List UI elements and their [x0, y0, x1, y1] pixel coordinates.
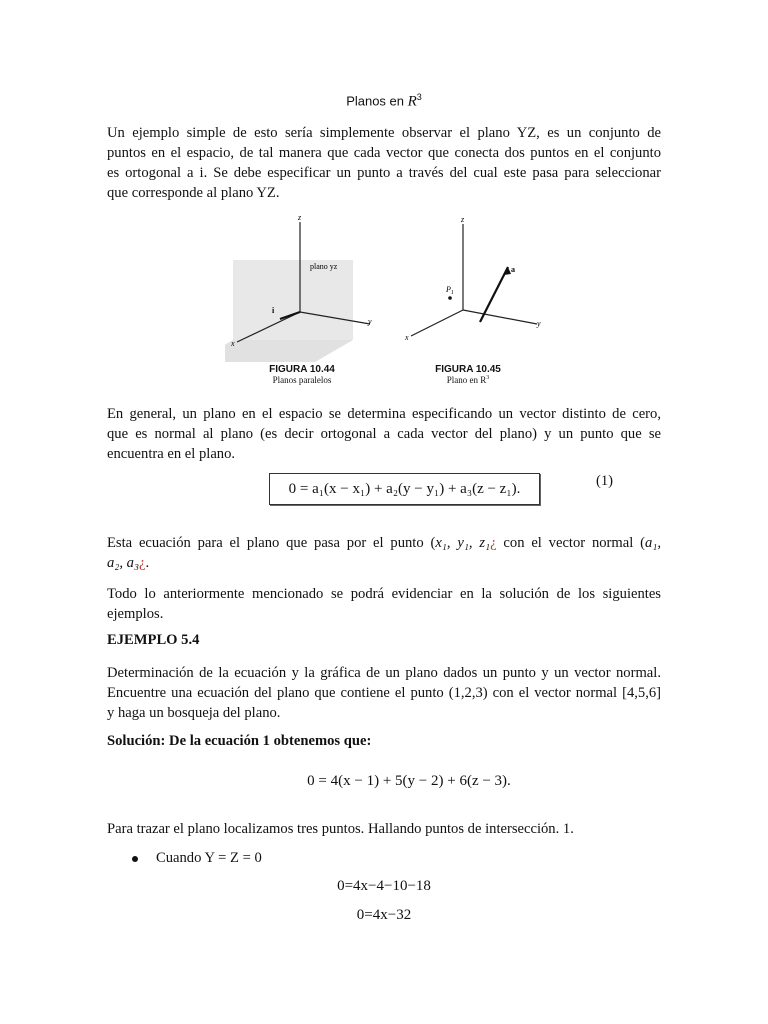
point-label: $P_1$	[446, 285, 454, 296]
right-axis-y-label: y	[537, 319, 541, 328]
equation-description: Esta ecuación para el plano que pasa por el punto (x₁, y₁, z₁¿ con el vector normal (a₁, a₂, a₃¿.	[107, 535, 661, 571]
equation-2: 0 = 4(x − 1) + 5(y − 2) + 6(z − 3).	[307, 773, 511, 789]
figure-10-44-diagram	[225, 213, 372, 362]
right-axis-x-label: x	[405, 333, 409, 342]
equation-1-number: (1)	[596, 473, 614, 489]
general-paragraph: En general, un plano en el espacio se determina especificando un vector distinto de cero, que es normal al plano (es decir ortogonal a cada vector del plano) y un punto que se encuentra en el plano.	[107, 406, 661, 462]
solution-heading: Solución: De la ecuación 1 obtenemos que:	[107, 733, 372, 749]
figure-10-45-caption: FIGURA 10.45 Plano en $R^3$	[435, 364, 501, 385]
left-axis-x-label: x	[231, 339, 235, 348]
bullet-item: Cuando Y = Z = 0	[132, 850, 262, 867]
normal-vector-label: a	[511, 265, 515, 274]
equation-1-box: 0 = a₁(x − x₁) + a₂(y − y₁) + a₃(z − z₁).	[269, 473, 540, 505]
figure-10-45-diagram	[404, 215, 541, 342]
summary-paragraph: Todo lo anteriormente mencionado se podrá evidenciar en la solución de los siguientes ejemplos.	[107, 586, 661, 622]
bullet-dot	[132, 856, 138, 862]
page-title: Planos en $R^3$	[346, 92, 422, 110]
intro-paragraph: Un ejemplo simple de esto sería simplemente observar el plano YZ, es un conjunto de puntos en el espacio, de tal manera que cada vector que conecta dos puntos en el conjunto es ortogonal a i. Se debe especificar un punto a través del cual este pasa para seleccionar que corresponde al plano YZ.	[107, 125, 661, 201]
figures	[225, 212, 555, 392]
left-axis-z-label: z	[298, 213, 302, 222]
trace-text: Para trazar el plano localizamos tres puntos. Hallando puntos de intersección. 1.	[107, 821, 574, 837]
example-heading: EJEMPLO 5.4	[107, 632, 200, 648]
right-axis-z-label: z	[461, 215, 465, 224]
result-line-2: 0=4x−32	[356, 907, 412, 923]
plane-yz-label: plano yz	[310, 262, 338, 271]
left-axis-y-label: y	[368, 317, 372, 326]
result-line-1: 0=4x−4−10−18	[337, 878, 431, 894]
example-paragraph: Determinación de la ecuación y la gráfica de un plano dados un punto y un vector normal. Encuentre una ecuación del plano que contiene el punto (1,2,3) con el vector normal [4,5,6] y haga un bosqueja del plano.	[107, 665, 661, 721]
left-vector-label: i	[272, 306, 275, 315]
figure-10-44-caption: FIGURA 10.44 Planos paralelos	[269, 364, 335, 385]
